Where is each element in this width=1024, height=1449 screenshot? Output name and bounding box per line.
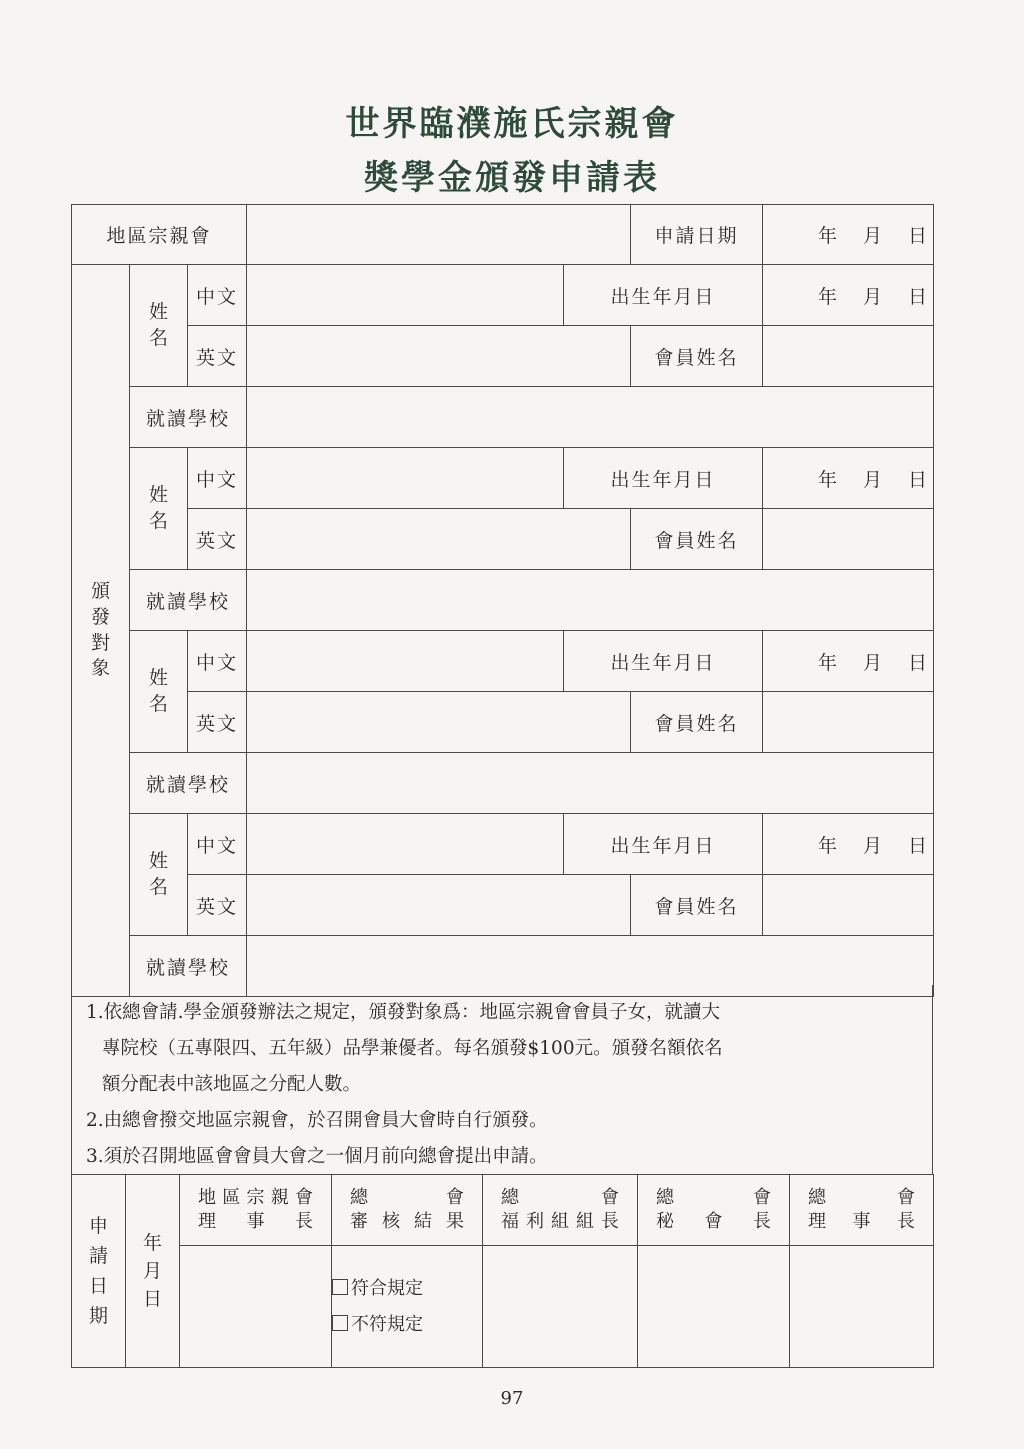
member-name-field[interactable] [763, 326, 934, 387]
birth-date-label: 出生年月日 [564, 814, 763, 875]
regional-assoc-field[interactable] [247, 205, 631, 265]
english-name-field[interactable] [247, 509, 631, 570]
note-line: 3.須於召開地區會會員大會之一個月前向總會提出申請。 [86, 1146, 548, 1167]
apply-date-label: 申請日期 [631, 205, 763, 265]
chinese-name-field[interactable] [247, 631, 564, 692]
member-name-label: 會員姓名 [631, 875, 763, 936]
birth-date-label: 出生年月日 [564, 448, 763, 509]
chairman-signature[interactable] [790, 1246, 934, 1368]
approval-table [71, 1174, 934, 1368]
noncompliant-option[interactable]: 不符規定 [332, 1307, 482, 1343]
apply-date-field[interactable]: 年 月 日 [763, 205, 934, 265]
form-title-line2: 獎學金頒發申請表 [364, 158, 660, 198]
review-result-header: 總 會 審核結果 [332, 1175, 483, 1246]
regional-assoc-label: 地區宗親會 [72, 205, 247, 265]
name-label: 姓 名 [130, 631, 188, 753]
chinese-name-label: 中文 [188, 814, 247, 875]
name-label: 姓 名 [130, 814, 188, 936]
english-name-label: 英文 [188, 326, 247, 387]
note-line: 額分配表中該地區之分配人數。 [102, 1074, 362, 1095]
school-field[interactable] [247, 570, 934, 631]
regional-chair-header: 地區宗親會 理 事 長 [180, 1175, 332, 1246]
english-name-label: 英文 [188, 875, 247, 936]
note-line: 專院校（五專限四、五年級）品學兼優者。每名頒發$100元。頒發名額依名 [102, 1038, 723, 1059]
chinese-name-label: 中文 [188, 448, 247, 509]
member-name-field[interactable] [763, 692, 934, 753]
english-name-field[interactable] [247, 692, 631, 753]
review-result-options [332, 1246, 483, 1368]
chinese-name-label: 中文 [188, 265, 247, 326]
english-name-label: 英文 [188, 692, 247, 753]
recipients-section-label: 頒 發 對 象 [72, 265, 130, 997]
chairman-header: 總 會 理 事 長 [790, 1175, 934, 1246]
school-field[interactable] [247, 387, 934, 448]
application-form-table [71, 204, 934, 997]
english-name-field[interactable] [247, 875, 631, 936]
school-field[interactable] [247, 753, 934, 814]
birth-date-field[interactable]: 年 月 日 [763, 448, 934, 509]
ymd-vertical-field[interactable]: 年 月 日 [126, 1175, 180, 1368]
chinese-name-field[interactable] [247, 265, 564, 326]
page-number: 97 [500, 1388, 524, 1409]
note-line: 2.由總會撥交地區宗親會，於召開會員大會時自行頒發。 [86, 1110, 548, 1131]
birth-date-label: 出生年月日 [564, 631, 763, 692]
member-name-field[interactable] [763, 509, 934, 570]
welfare-head-header: 總 會 福利組組長 [483, 1175, 638, 1246]
school-label: 就讀學校 [130, 387, 247, 448]
english-name-label: 英文 [188, 509, 247, 570]
chinese-name-label: 中文 [188, 631, 247, 692]
birth-date-field[interactable]: 年 月 日 [763, 631, 934, 692]
rules-notes [71, 985, 933, 1174]
member-name-label: 會員姓名 [631, 326, 763, 387]
regional-chair-signature[interactable] [180, 1246, 332, 1368]
member-name-label: 會員姓名 [631, 509, 763, 570]
secretary-general-signature[interactable] [638, 1246, 790, 1368]
checkbox-icon[interactable] [332, 1279, 348, 1295]
form-title-line1: 世界臨濮施氏宗親會 [345, 104, 679, 144]
name-label: 姓 名 [130, 265, 188, 387]
welfare-head-signature[interactable] [483, 1246, 638, 1368]
birth-date-label: 出生年月日 [564, 265, 763, 326]
school-label: 就讀學校 [130, 936, 247, 997]
apply-date-vertical-label: 申 請 日 期 [72, 1175, 126, 1368]
member-name-label: 會員姓名 [631, 692, 763, 753]
checkbox-icon[interactable] [332, 1315, 348, 1331]
compliant-option[interactable]: 符合規定 [332, 1271, 482, 1307]
chinese-name-field[interactable] [247, 814, 564, 875]
birth-date-field[interactable]: 年 月 日 [763, 265, 934, 326]
note-line: 1.依總會請.學金頒發辦法之規定，頒發對象爲：地區宗親會會員子女，就讀大 [86, 1002, 721, 1023]
chinese-name-field[interactable] [247, 448, 564, 509]
secretary-general-header: 總 會 秘 會 長 [638, 1175, 790, 1246]
member-name-field[interactable] [763, 875, 934, 936]
school-label: 就讀學校 [130, 570, 247, 631]
name-label: 姓 名 [130, 448, 188, 570]
english-name-field[interactable] [247, 326, 631, 387]
birth-date-field[interactable]: 年 月 日 [763, 814, 934, 875]
school-label: 就讀學校 [130, 753, 247, 814]
